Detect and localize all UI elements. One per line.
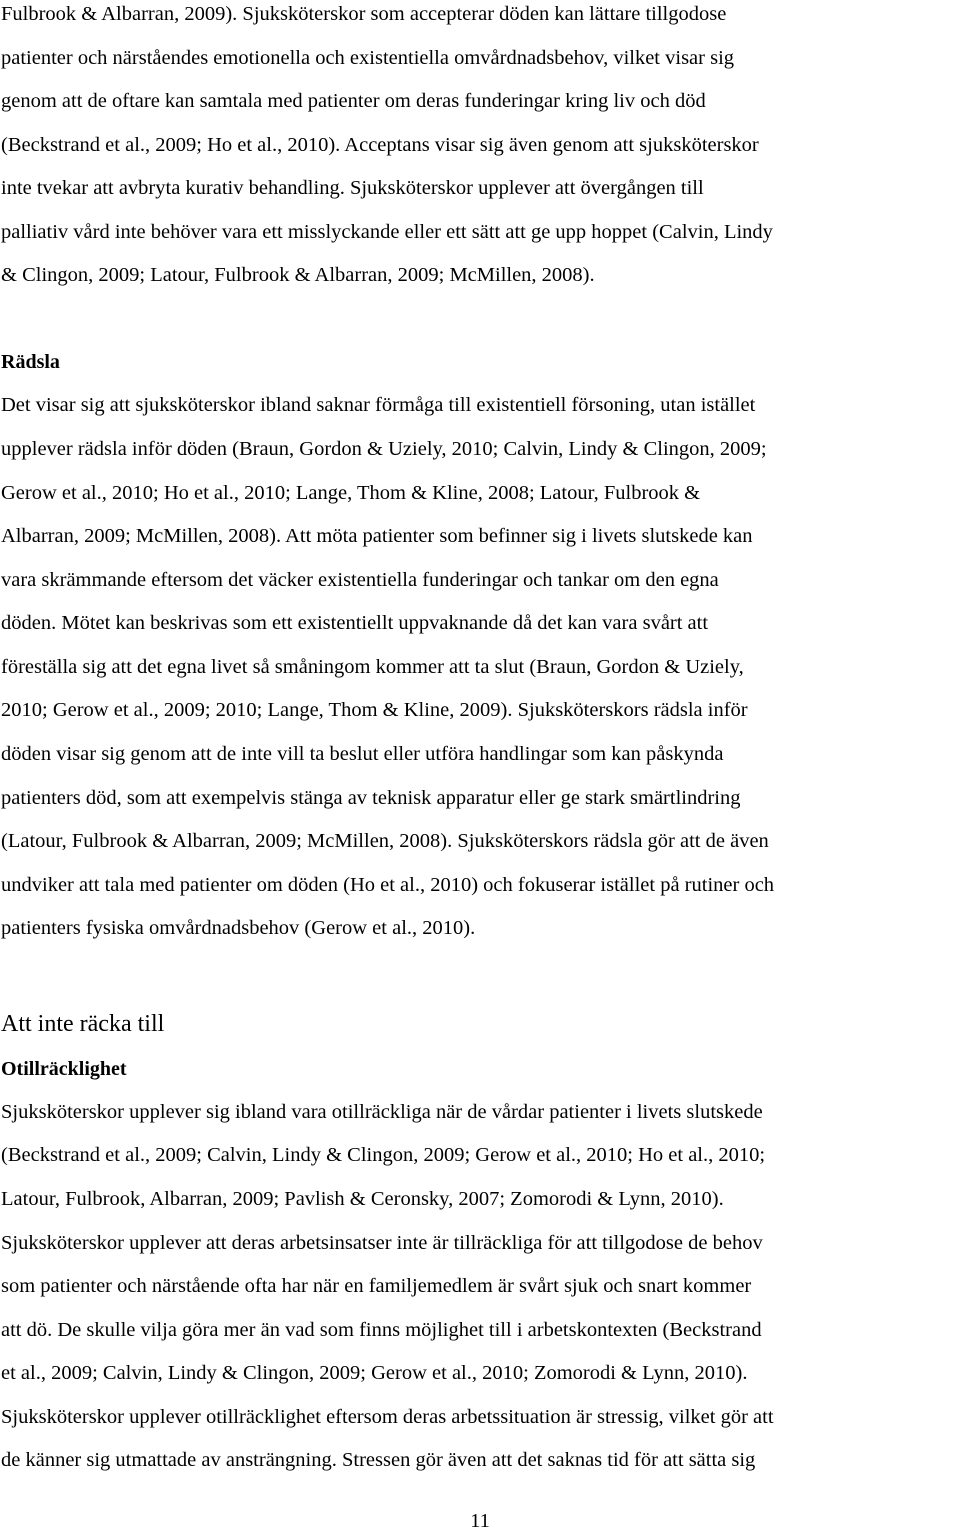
text-line: Sjuksköterskor upplever att deras arbetsinsatser inte är tillräckliga för att tillgodose de behov — [1, 1232, 763, 1254]
text-line: döden. Mötet kan beskrivas som ett existentiellt uppvaknande då det kan vara svårt att — [1, 612, 709, 634]
text-line: palliativ vård inte behöver vara ett misslyckande eller ett sätt att ge upp hoppet (Calvin, Lindy — [1, 221, 773, 243]
page-number: 11 — [470, 1510, 490, 1532]
text-line: upplever rädsla inför döden (Braun, Gordon & Uziely, 2010; Calvin, Lindy & Clingon, 2009; — [1, 438, 767, 460]
section-heading: Rädsla — [1, 351, 60, 373]
text-line: Latour, Fulbrook, Albarran, 2009; Pavlish & Ceronsky, 2007; Zomorodi & Lynn, 2010). — [1, 1188, 724, 1210]
text-line: patienters fysiska omvårdnadsbehov (Gerow et al., 2010). — [1, 917, 476, 939]
text-line: att dö. De skulle vilja göra mer än vad som finns möjlighet till i arbetskontexten (Beckstrand — [1, 1319, 762, 1341]
text-line: et al., 2009; Calvin, Lindy & Clingon, 2009; Gerow et al., 2010; Zomorodi & Lynn, 2010). — [1, 1362, 748, 1384]
text-line: genom att de oftare kan samtala med patienter om deras funderingar kring liv och död — [1, 90, 706, 112]
text-line: 2010; Gerow et al., 2009; 2010; Lange, Thom & Kline, 2009). Sjuksköterskors rädsla inför — [1, 699, 748, 721]
text-line: Sjuksköterskor upplever sig ibland vara otillräckliga när de vårdar patienter i livets slutskede — [1, 1101, 763, 1123]
section-heading: Otillräcklighet — [1, 1058, 127, 1080]
text-line: föreställa sig att det egna livet så småningom kommer att ta slut (Braun, Gordon & Uziely, — [1, 656, 744, 678]
text-line: som patienter och närstående ofta har när en familjemedlem är svårt sjuk och snart kommer — [1, 1275, 752, 1297]
text-line: Fulbrook & Albarran, 2009). Sjuksköterskor som accepterar döden kan lättare tillgodose — [1, 3, 727, 25]
text-line: vara skrämmande eftersom det väcker existentiella funderingar och tankar om den egna — [1, 569, 719, 591]
text-line: de känner sig utmattade av ansträngning. Stressen gör även att det saknas tid för att sätta sig — [1, 1449, 756, 1471]
text-line: döden visar sig genom att de inte vill ta beslut eller utföra handlingar som kan påskynda — [1, 743, 724, 765]
text-line: Gerow et al., 2010; Ho et al., 2010; Lange, Thom & Kline, 2008; Latour, Fulbrook & — [1, 482, 701, 504]
text-line: patienter och närståendes emotionella och existentiella omvårdnadsbehov, vilket visar sig — [1, 47, 735, 69]
chapter-heading: Att inte räcka till — [1, 1011, 165, 1037]
text-line: (Beckstrand et al., 2009; Calvin, Lindy & Clingon, 2009; Gerow et al., 2010; Ho et al., 2010; — [1, 1144, 766, 1166]
text-line: Sjuksköterskor upplever otillräcklighet eftersom deras arbetssituation är stressig, vilket gör att — [1, 1406, 774, 1428]
text-line: (Beckstrand et al., 2009; Ho et al., 2010). Acceptans visar sig även genom att sjuksköterskor — [1, 134, 759, 156]
text-line: Det visar sig att sjuksköterskor ibland saknar förmåga till existentiell försoning, utan istället — [1, 394, 756, 416]
text-line: (Latour, Fulbrook & Albarran, 2009; McMillen, 2008). Sjuksköterskors rädsla gör att de även — [1, 830, 769, 852]
text-line: patienters död, som att exempelvis stänga av teknisk apparatur eller ge stark smärtlindring — [1, 787, 741, 809]
text-line: & Clingon, 2009; Latour, Fulbrook & Albarran, 2009; McMillen, 2008). — [1, 264, 595, 286]
text-line: undviker att tala med patienter om döden (Ho et al., 2010) och fokuserar istället på rutiner och — [1, 874, 775, 896]
text-line: inte tvekar att avbryta kurativ behandling. Sjuksköterskor upplever att övergången till — [1, 177, 704, 199]
text-line: Albarran, 2009; McMillen, 2008). Att möta patienter som befinner sig i livets slutskede kan — [1, 525, 753, 547]
